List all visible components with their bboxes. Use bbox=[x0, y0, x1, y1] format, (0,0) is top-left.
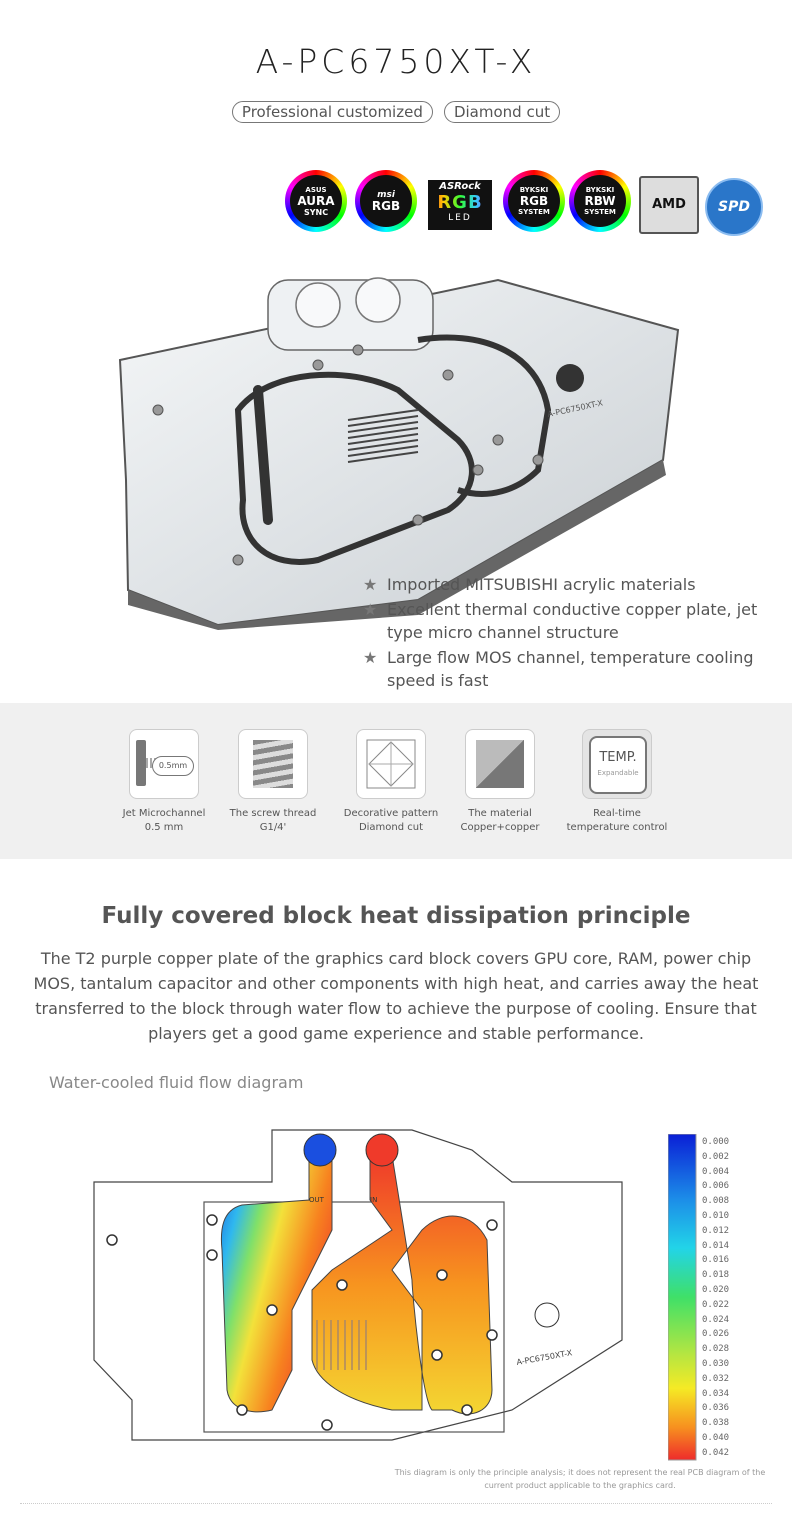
spec-microchannel: 0.5mm Jet Microchannel 0.5 mm bbox=[104, 729, 224, 835]
star-icon: ★ bbox=[363, 600, 378, 619]
legend-label: 0.042 bbox=[702, 1447, 730, 1458]
port-label-out: OUT bbox=[309, 1196, 324, 1204]
legend-label: 0.018 bbox=[702, 1270, 730, 1281]
section-heading: Fully covered block heat dissipation principle bbox=[101, 903, 691, 929]
legend-label: 0.002 bbox=[702, 1151, 730, 1162]
feature-item: ★ Large flow MOS channel, temperature cooling speed is fast bbox=[363, 648, 754, 690]
legend-label: 0.000 bbox=[702, 1137, 730, 1147]
sync-logos bbox=[285, 170, 765, 234]
product-title: A-PC6750XT-X bbox=[255, 42, 537, 81]
flow-diagram-title: Water-cooled fluid flow diagram bbox=[49, 1073, 304, 1092]
spec-diamond-cut: Decorative pattern Diamond cut bbox=[331, 729, 451, 835]
bykski-rbw-logo: BYKSKI RBW SYSTEM bbox=[569, 170, 631, 232]
legend-label: 0.028 bbox=[702, 1344, 730, 1355]
legend-label: 0.004 bbox=[702, 1166, 730, 1177]
legend-label: 0.012 bbox=[702, 1225, 730, 1236]
legend-label: 0.032 bbox=[702, 1373, 730, 1384]
port-label-in: IN bbox=[370, 1196, 378, 1204]
asus-aura-sync-logo: ASUS AURA SYNC bbox=[285, 170, 347, 232]
spec-band bbox=[0, 703, 792, 859]
microchannel-icon: 0.5mm bbox=[129, 729, 199, 799]
legend-label: 0.022 bbox=[702, 1299, 730, 1310]
screw-thread-icon bbox=[238, 729, 308, 799]
spd-logo: SPD bbox=[705, 178, 763, 236]
flow-legend-bar bbox=[668, 1134, 698, 1464]
legend-label: 0.030 bbox=[702, 1359, 730, 1369]
legend-label: 0.020 bbox=[702, 1285, 730, 1295]
asrock-rgb-led-logo: ASRock RGB LED bbox=[428, 180, 492, 230]
feature-item: ★ Excellent thermal conductive copper plate, jet type micro channel structure bbox=[363, 600, 758, 642]
star-icon: ★ bbox=[363, 575, 378, 594]
diagram-engraving: A-PC6750XT-X bbox=[515, 1348, 573, 1367]
section-paragraph: The T2 purple copper plate of the graphics card block covers GPU core, RAM, power chip MOS, tantalum capacitor and other components with high heat, and carries away the heat transferred to the block through water flow to achieve the purpose of cooling. Ensure that players get a good game experience and stable performance. bbox=[33, 949, 759, 1043]
legend-label: 0.016 bbox=[702, 1255, 730, 1266]
legend-label: 0.034 bbox=[702, 1388, 730, 1399]
block-engraving: A-PC6750XT-X bbox=[546, 398, 604, 419]
spec-material: The material Copper+copper bbox=[440, 729, 560, 835]
diagram-note: This diagram is only the principle analysis; it does not represent the real PCB diagram of the current product applicable to the graphics card. bbox=[394, 1468, 766, 1490]
tag-row bbox=[0, 101, 792, 123]
legend-label: 0.010 bbox=[702, 1211, 730, 1221]
tag-professional: Professional customized bbox=[232, 101, 433, 123]
star-icon: ★ bbox=[363, 648, 378, 667]
legend-label: 0.026 bbox=[702, 1329, 730, 1340]
amd-logo: AMD bbox=[639, 176, 699, 234]
legend-label: 0.040 bbox=[702, 1433, 730, 1443]
feature-item: ★ Imported MITSUBISHI acrylic materials bbox=[363, 575, 696, 594]
spec-temperature: TEMP. Expandable Real-time temperature control bbox=[557, 729, 677, 835]
diamond-cut-icon bbox=[356, 729, 426, 799]
legend-label: 0.038 bbox=[702, 1418, 730, 1429]
legend-label: 0.006 bbox=[702, 1181, 730, 1192]
feature-list bbox=[363, 573, 773, 694]
legend-label: 0.036 bbox=[702, 1403, 730, 1414]
legend-label: 0.014 bbox=[702, 1240, 730, 1251]
material-icon bbox=[465, 729, 535, 799]
spec-screw-thread: The screw thread G1/4' bbox=[213, 729, 333, 835]
bykski-rgb-logo: BYKSKI RGB SYSTEM bbox=[503, 170, 565, 232]
flow-diagram bbox=[92, 1110, 632, 1460]
tag-diamond-cut: Diamond cut bbox=[444, 101, 560, 123]
msi-rgb-logo: msi RGB bbox=[355, 170, 417, 232]
temp-icon: TEMP. Expandable bbox=[582, 729, 652, 799]
divider bbox=[20, 1503, 772, 1504]
legend-label: 0.024 bbox=[702, 1314, 730, 1325]
legend-label: 0.008 bbox=[702, 1196, 730, 1207]
